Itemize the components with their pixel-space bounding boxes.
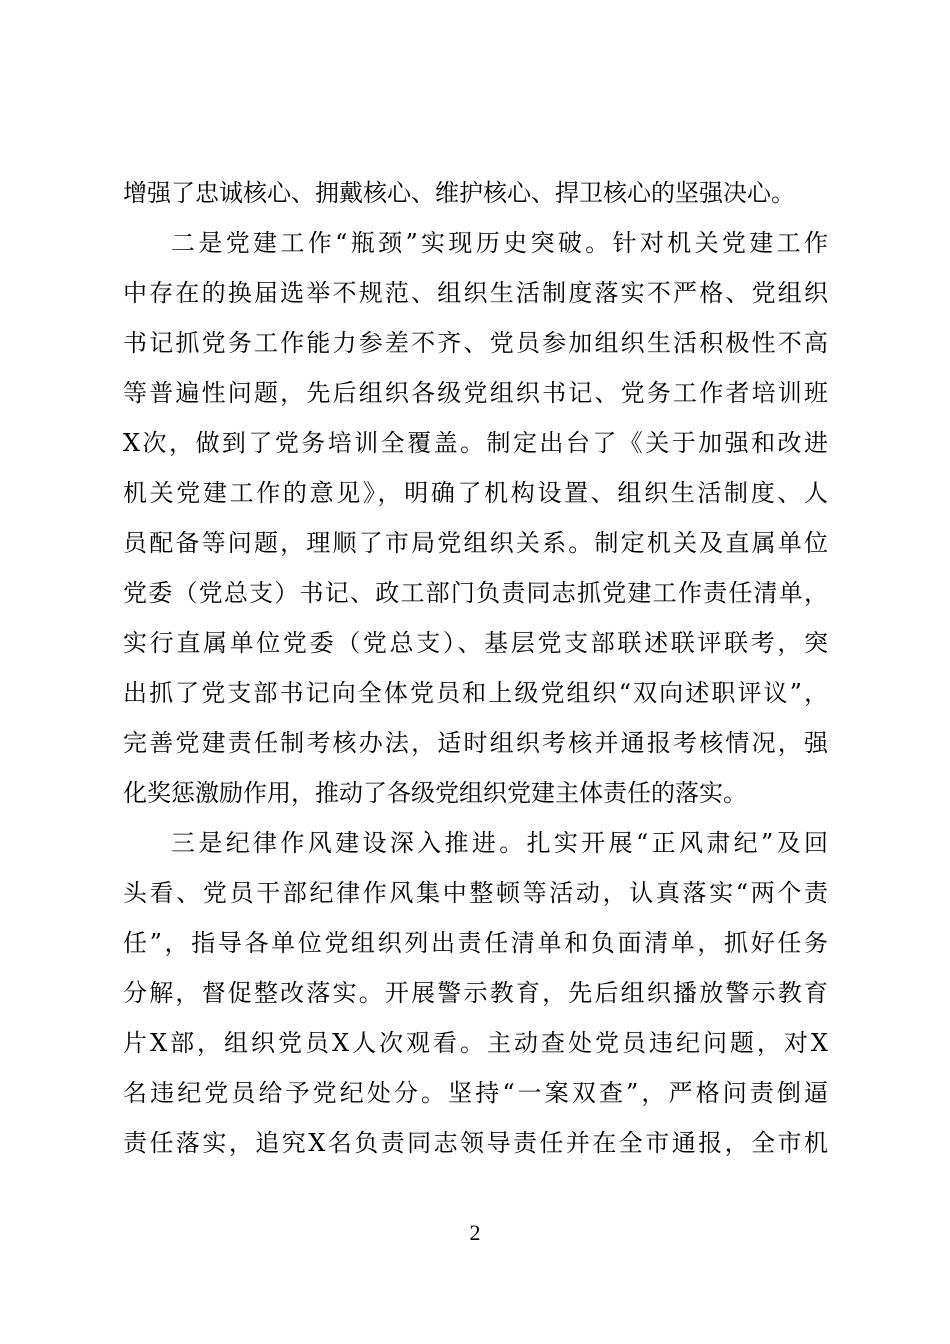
text-line: 头看、党员干部纪律作风集中整顿等活动，认真落实“两个责 [123, 879, 828, 907]
text-line: 党委（党总支）书记、政工部门负责同志抓党建工作责任清单， [123, 579, 828, 607]
text-line: 名违纪党员给予党纪处分。坚持“一案双查”，严格问责倒逼 [123, 1079, 828, 1107]
text-line: 片X部，组织党员X人次观看。主动查处党员违纪问题，对X [123, 1029, 828, 1057]
text-line: 完善党建责任制考核办法，适时组织考核并通报考核情况，强 [123, 729, 828, 757]
text-line: 书记抓党务工作能力参差不齐、党员参加组织生活积极性不高 [123, 329, 828, 357]
paragraph-start-line: 三是纪律作风建设深入推进。扎实开展“正风肃纪”及回 [171, 829, 828, 857]
page-number: 2 [469, 1220, 481, 1245]
text-line: 机关党建工作的意见》，明确了机构设置、组织生活制度、人 [123, 479, 828, 507]
text-line: 出抓了党支部书记向全体党员和上级党组织“双向述职评议”， [123, 679, 828, 707]
text-line: 增强了忠诚核心、拥戴核心、维护核心、捍卫核心的坚强决心。 [123, 179, 795, 207]
text-line: X次，做到了党务培训全覆盖。制定出台了《关于加强和改进 [123, 429, 828, 457]
text-line: 分解，督促整改落实。开展警示教育，先后组织播放警示教育 [123, 979, 828, 1007]
text-line: 员配备等问题，理顺了市局党组织关系。制定机关及直属单位 [123, 529, 828, 557]
text-line: 等普遍性问题，先后组织各级党组织书记、党务工作者培训班 [123, 379, 828, 407]
text-line: 任”，指导各单位党组织列出责任清单和负面清单，抓好任务 [123, 929, 828, 957]
paragraph-start-line: 二是党建工作“瓶颈”实现历史突破。针对机关党建工作 [171, 229, 828, 257]
text-line: 实行直属单位党委（党总支）、基层党支部联述联评联考，突 [123, 629, 828, 657]
document-body [123, 168, 828, 1168]
text-line: 中存在的换届选举不规范、组织生活制度落实不严格、党组织 [123, 279, 828, 307]
text-line: 化奖惩激励作用，推动了各级党组织党建主体责任的落实。 [123, 779, 747, 807]
text-line: 责任落实，追究X名负责同志领导责任并在全市通报，全市机 [123, 1129, 828, 1157]
